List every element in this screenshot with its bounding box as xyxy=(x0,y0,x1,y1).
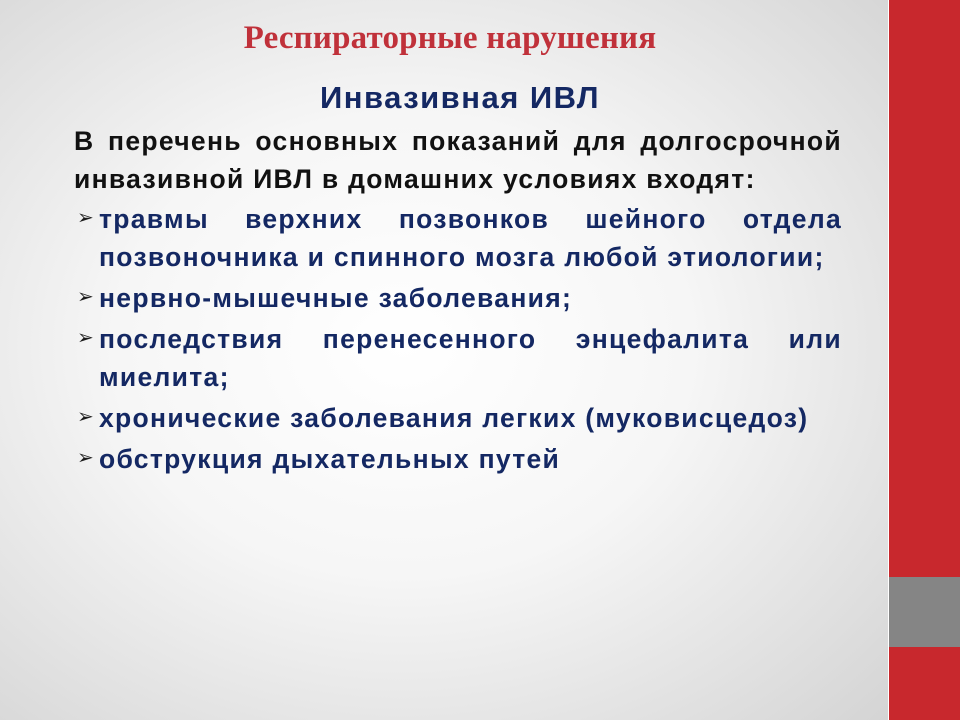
list-item xyxy=(74,399,842,437)
arrow-bullet-icon: ➢ xyxy=(77,445,96,469)
list-item-text: последствия перенесенного энцефалита или миелита; xyxy=(99,324,842,392)
list-item xyxy=(74,279,842,317)
side-bar-red-top xyxy=(889,0,960,577)
list-item xyxy=(74,320,842,396)
list-item-text: хронические заболевания легких (муковисцедоз) xyxy=(99,403,809,433)
arrow-bullet-icon: ➢ xyxy=(77,205,96,229)
list-item-text: нервно-мышечные заболевания; xyxy=(99,283,573,313)
arrow-bullet-icon: ➢ xyxy=(77,404,96,428)
slide-title: Респираторные нарушения xyxy=(243,20,657,56)
intro-paragraph: В перечень основных показаний для долгосрочной инвазивной ИВЛ в домашних условиях входят: xyxy=(74,126,842,194)
list-item-text: травмы верхних позвонков шейного отдела позвоночника и спинного мозга любой этиологии; xyxy=(99,204,842,272)
arrow-bullet-icon: ➢ xyxy=(77,284,96,308)
list-item-text: обструкция дыхательных путей xyxy=(99,444,561,474)
slide-subtitle: Инвазивная ИВЛ xyxy=(319,80,601,115)
indications-list xyxy=(74,200,842,478)
slide-content xyxy=(74,122,842,478)
side-decoration-bar xyxy=(888,0,960,720)
list-item xyxy=(74,440,842,478)
arrow-bullet-icon: ➢ xyxy=(77,325,96,349)
side-bar-gray xyxy=(889,577,960,647)
side-bar-red-bottom xyxy=(889,647,960,720)
list-item xyxy=(74,200,842,276)
